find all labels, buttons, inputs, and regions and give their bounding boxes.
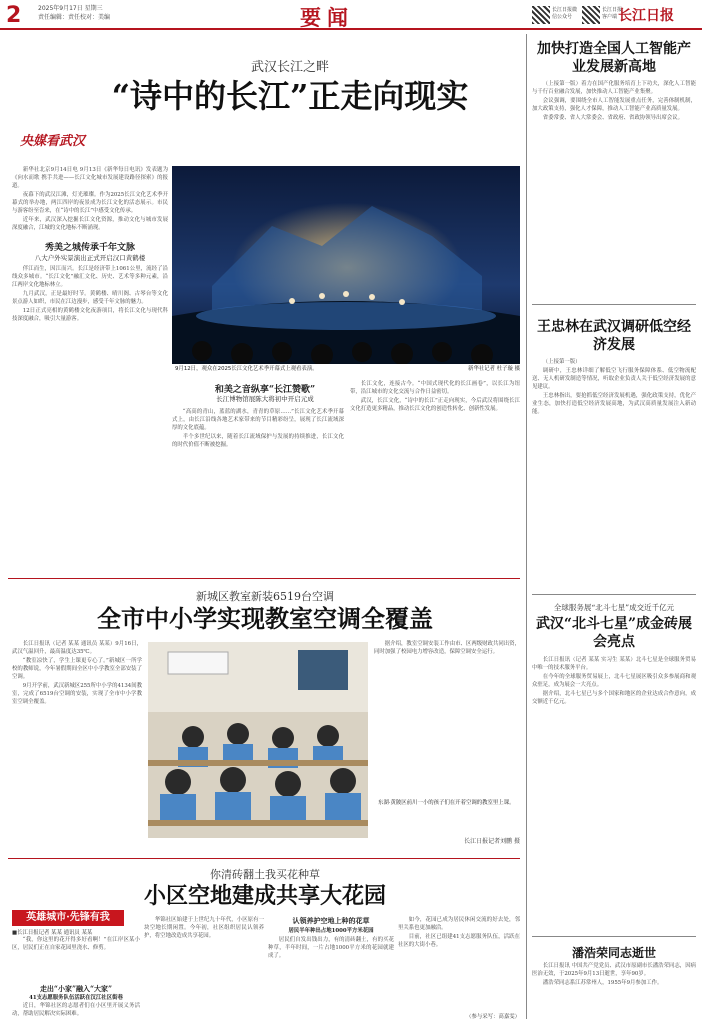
- media-series-logo: 央媒看武汉: [20, 134, 86, 149]
- section-rule: [8, 858, 520, 859]
- lead-body-col1b: [12, 265, 168, 570]
- side-subhead: 走出“小家”融入“大家”: [39, 984, 113, 993]
- qr-label: 长江日报客户端: [602, 7, 623, 20]
- paragraph: 新华社北京9月14日电 9月13日《新华每日电讯》发表题为《向水而歌 携手共进——长江文化城市发展建设路径探索》的报道。: [12, 167, 168, 189]
- event-body: [532, 656, 696, 900]
- paragraph: 居民们自发出钱出力，有的清砖翻土，有的买花种草，半年时间，一片占地1000平方米的花园就建成了。: [268, 937, 394, 959]
- paragraph: 王忠林指出，要抢抓低空经济发展机遇，强化政策支持，优化产业生态，加快打造低空经济发展高地，为武汉高质量发展注入新动能。: [532, 393, 696, 415]
- paragraph: 调研中，王忠林详细了解低空飞行服务保障体系、低空物流配送、无人机研发制造等情况，听取企业负责人关于低空经济发展的意见建议。: [532, 368, 696, 390]
- paragraph: 武汉，长江文化，“诗中的长江”正走向现实，今后武汉将围绕长江文化打造更多精品，推动长江文化的创造性转化、创新性发展。: [350, 398, 520, 412]
- garden-body-col3: [268, 936, 394, 1022]
- paragraph: 如今，花园已成为居民休闲交流的好去处，邻里关系也更加融洽。: [398, 917, 520, 931]
- garden-sign: （参与采写：高嘉雯）: [466, 1014, 520, 1020]
- mid-subhead: 和美之音纵享“长江赞歌”: [214, 385, 316, 395]
- ai-body: [532, 80, 696, 300]
- paragraph: 半个多世纪以来，随着长江流域保护与发展的持续推进，长江文化的时代价值不断被挖掘。: [172, 434, 344, 448]
- school-body-col1: [12, 640, 142, 852]
- section-rule: [8, 578, 520, 579]
- divider: [532, 304, 696, 305]
- date-line: 2025年9月17日 星期三: [38, 5, 103, 12]
- paragraph: 伴江而生，因江而兴。长江是经济带上1061公里，流经了沿线众多城市。“长江文化”融汇文化、历史、艺术等多种元素，沿江两岸文化地标林立。: [12, 266, 168, 288]
- garden-subhead-sub: 居民半年种出占地1000平方米花园: [288, 928, 374, 934]
- lead-headline: “诗中的长江”正走向现实: [111, 77, 469, 115]
- garden-byline: ■长江日报记者 某某 通讯员 某某: [12, 930, 93, 936]
- garden-kicker: 你清砖翻土我买花种草: [210, 868, 320, 881]
- garden-body-col2: [144, 916, 264, 1022]
- school-photo-caption: 东湖·黄陂区前川一小的孩子们在开着空调的教室里上课。: [378, 800, 515, 806]
- lowalt-body: [532, 358, 696, 588]
- side-body: [12, 1002, 140, 1022]
- school-photo: [148, 642, 368, 838]
- mid-subhead-sub: 长江博物馆展陈大将初中开启元成: [216, 395, 314, 403]
- qr-code-icon[interactable]: [532, 6, 550, 24]
- paper-logo: 长江日报: [618, 8, 674, 24]
- event-headline: 武汉“北斗七星”成金砖展会亮点: [535, 616, 693, 650]
- school-photo-credit: 长江日报记者刘鹏 摄: [464, 838, 520, 845]
- paragraph: 省委常委、省人大常委会、省政府、省政协领导出席会议。: [542, 115, 683, 121]
- stage-performance-image: [172, 166, 520, 364]
- paragraph: 长江日报讯（记者 某某 通讯员 某某）9月16日，武汉气温回升，最高温度达35℃。: [12, 641, 142, 655]
- paragraph: 在今年的全球服务贸易展上，北斗七星展区吸引众多参展商和观众驻足，成为展会一大亮点。: [532, 674, 696, 688]
- lead-photo: [172, 166, 520, 364]
- paragraph: （上接第一版）着力在国产化服务培育上下功夫，深化人工智能与千行百业融合发展，加快推动人工智能产业集聚。: [532, 81, 696, 95]
- lead-body-col2: [172, 408, 344, 570]
- paragraph: 近日，华锦社区的志愿者们在小区里开展义务活动，帮助居民解决实际困难。: [12, 1003, 140, 1017]
- qr-code-icon[interactable]: [582, 6, 600, 24]
- paragraph: “高高的青山，蓝蓝的湖水，青青的草原……”长江文化艺术季开幕式上，由长江沿线各地艺术家带来的节目精彩纷呈，展现了长江流域深厚的文化底蕴。: [172, 409, 344, 431]
- paragraph: 长江文化，连接古今。“中国式现代化的长江画卷”，以长江为纽带，沿江城市的文化交流与合作日益密切。: [350, 381, 520, 395]
- masthead: [0, 0, 702, 30]
- school-body-col3: [374, 640, 520, 792]
- ai-headline: 加快打造全国人工智能产业发展新高地: [537, 41, 691, 75]
- garden-headline: 小区空地建成共享大花园: [143, 883, 386, 909]
- section-title: 要闻: [300, 5, 354, 30]
- lead-photo-credit: 新华社记者 杜子璇 摄: [468, 366, 520, 372]
- paragraph: 长江日报讯（记者 某某 实习生 某某）北斗七星是全球服务贸易中唯一的技术服务平台。: [532, 657, 696, 671]
- lead-kicker: 武汉长江之畔: [250, 60, 329, 75]
- garden-body-col1: [12, 936, 140, 982]
- paragraph: （上接第一版）: [542, 359, 581, 365]
- lead-subhead-sub: 八大户外实景演出正式开启汉口黄鹤楼: [34, 254, 146, 262]
- event-kicker: 全球服务展“北斗七星”成交近千亿元: [553, 603, 675, 612]
- series-banner: 英雄城市·先锋有我: [12, 910, 124, 926]
- lead-body-col1: [12, 166, 168, 236]
- divider: [532, 594, 696, 595]
- lead-body-col3: [350, 380, 520, 570]
- paragraph: 近年来，武汉深入挖掘长江文化资源，推动文化与城市发展深度融合，江城的文化地标不断涌现。: [12, 217, 168, 231]
- paragraph: 12日正式亮相的黄鹤楼文化夜游项目，将长江文化与现代科技深度融合，吸引大量游客。: [12, 308, 168, 322]
- paragraph: 华锦社区始建于上世纪九十年代，小区原有一块空地长期闲置。今年初，社区组织居民认领养护，将空地改造成共享花园。: [144, 917, 264, 939]
- paragraph: 据介绍，北斗七星已与多个国家和地区的企业达成合作意向，成交额近千亿元。: [532, 691, 696, 705]
- page-number: 2: [6, 3, 22, 28]
- paragraph: 九月武汉，正是最好时节。黄鹤楼、晴川阁、古琴台等文化景点游人如织，市民在江边漫步，感受千年文脉的魅力。: [12, 291, 168, 305]
- editor-line: 责任编辑：责任校对：美编: [38, 14, 111, 21]
- school-kicker: 新城区教室新装6519台空调: [196, 590, 334, 603]
- paragraph: 据介绍，教室空调安装工作由市、区两级财政共同出资，同时加强了校园电力增容改造，保障空调安全运行。: [374, 641, 520, 655]
- qr-label: 长江日报微信公众号: [552, 7, 578, 20]
- paragraph: 会议强调，要围绕全市人工智能发展重点任务，完善体制机制，加大政策支持，强化人才保障，推动人工智能产业高质量发展。: [532, 98, 696, 112]
- garden-subhead: 认领养护空地上种的花草: [292, 916, 370, 925]
- side-subhead-sub: 41支志愿服务队伍活跃在汉江社区街巷: [29, 995, 123, 1001]
- paragraph: 潘浩荣同志系江苏常州人，1955年9月参加工作。: [542, 980, 663, 986]
- classroom-image: [148, 642, 368, 838]
- lead-subhead: 秀美之城传承千年文脉: [44, 243, 135, 253]
- paragraph: “教室凉快了，学生上课更专心了。”新城区一所学校的教师说，今年暑假期间全区中小学教室全部安装了空调。: [12, 658, 142, 680]
- obituary-body: [532, 962, 696, 1020]
- column-divider: [526, 34, 527, 1019]
- paragraph: 9月开学前，武汉新城区255所中小学的4134间教室，完成了6519台空调的安装，实现了全市中小学教室空调全覆盖。: [12, 683, 142, 705]
- obituary-headline: 潘浩荣同志逝世: [571, 946, 656, 960]
- paragraph: 长江日报讯 中国共产党党员、武汉市原副市长潘浩荣同志，因病医治无效，于2025年9月13日逝世，享年90岁。: [532, 963, 696, 977]
- lead-photo-caption: 9月12日，观众在2025长江文化艺术季开幕式上观看表演。: [175, 366, 318, 372]
- paragraph: 目前，社区已组建41支志愿服务队伍，活跃在社区的大街小巷。: [398, 934, 520, 948]
- paragraph: 夜幕下的武汉江滩，灯光璀璨。作为2025长江文化艺术季开幕式的举办地，两江四岸的夜景成为长江文化的活态展示。市民与游客纷至沓来，在“诗中的长江”中感受文化传承。: [12, 192, 168, 214]
- paragraph: “我，你这里的花开得多好看啊！”在江岸区某小区，居民们正在自家花园里浇水、修剪。: [12, 937, 140, 951]
- divider: [532, 936, 696, 937]
- lowalt-headline: 王忠林在武汉调研低空经济发展: [537, 319, 691, 353]
- school-headline: 全市中小学实现教室空调全覆盖: [97, 604, 433, 633]
- masthead-meta: [38, 4, 110, 22]
- garden-body-col4: [398, 916, 520, 1012]
